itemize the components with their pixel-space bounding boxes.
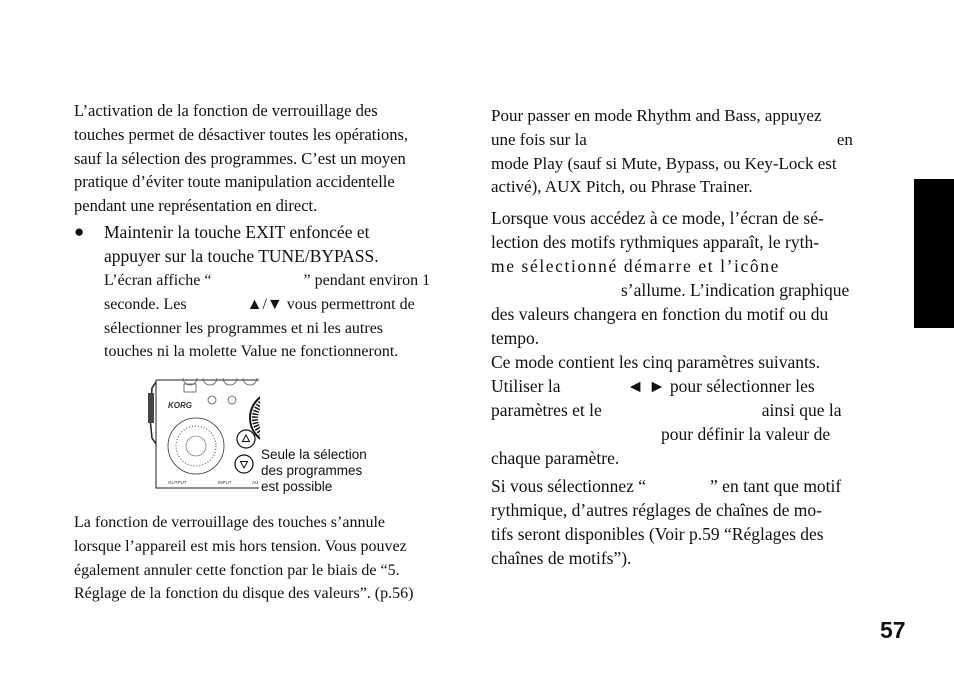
step-line: appuyer sur la touche TUNE/BYPASS. <box>104 246 379 266</box>
illustration-caption: Seule la sélection des programmes est possible <box>261 447 367 494</box>
bullet-icon: ● <box>74 222 85 241</box>
svg-text:AU: AU <box>252 480 259 485</box>
step-description <box>104 269 430 364</box>
paragraph-pattern-chain: Si vous sélectionnez “ ” en tant que motif rythmique, d’autres réglages de chaînes de mo- tifs seront disponibles (Voir p.59 “Réglages des chaînes de motifs”). <box>491 476 842 568</box>
step-line: Maintenir la touche EXIT enfoncée et <box>104 222 370 242</box>
screen-line: L’écran affiche “ ” pendant environ 1 <box>104 272 431 289</box>
intro-line: pendant une représentation en direct. <box>74 196 318 216</box>
svg-text:OUTPUT: OUTPUT <box>168 480 187 485</box>
outro-line: également annuler cette fonction par le biais de “5. <box>74 561 400 579</box>
arrows-line: seconde. Les ▲/▼ vous permettront de <box>104 295 415 313</box>
outro-line: Réglage de la fonction du disque des valeurs”. (p.56) <box>74 585 414 603</box>
left-right-arrows-icon: ◄ ► pour sélectionner les <box>626 376 815 396</box>
step-heading <box>104 220 379 268</box>
down-button-icon <box>235 455 253 473</box>
brand-logo: KORG <box>168 401 192 410</box>
svg-text:INPUT: INPUT <box>218 480 232 485</box>
step-line: sélectionner les programmes et ni les autres <box>104 319 384 337</box>
intro-line: L’activation de la fonction de verrouillage des <box>74 101 378 120</box>
paragraph-mode-description: Lorsque vous accédez à ce mode, l’écran de sé- lection des motifs rythmiques apparaît, le ryth- me sélectionné démarre et l’icône s’allume. L’indication graphique des valeurs changera en fonction du motif ou du tempo. Ce mode contient les cinq paramètres suivants. Utiliser la ◄ ► pour sélectionner les paramètres et le ainsi que la pour définir la valeur de chaque paramètre. <box>491 208 850 468</box>
outro-line: La fonction de verrouillage des touches s’annule <box>74 514 385 531</box>
page-number: 57 <box>880 617 906 643</box>
chapter-tab <box>914 179 954 328</box>
device-illustration <box>148 378 260 494</box>
up-down-arrows-icon: ▲/▼ vous permettront de <box>246 295 415 313</box>
outro-paragraph <box>74 511 413 606</box>
up-button-icon <box>237 430 255 448</box>
intro-paragraph <box>74 99 408 218</box>
intro-line: pratique d’éviter toute manipulation accidentelle <box>74 172 395 192</box>
step-line: touches ni la molette Value ne fonctionneront. <box>104 343 399 361</box>
outro-line: lorsque l’appareil est mis hors tension. Vous pouvez <box>74 537 407 555</box>
paragraph-mode-entry: Pour passer en mode Rhythm and Bass, appuyez une fois sur la en mode Play (sauf si Mute, Bypass, ou Key-Lock est activé), AUX Pitch, ou Phrase Trainer. <box>491 106 853 197</box>
intro-line: touches permet de désactiver toutes les opérations, <box>74 124 409 144</box>
intro-line: sauf la sélection des programmes. C’est un moyen <box>74 148 406 168</box>
